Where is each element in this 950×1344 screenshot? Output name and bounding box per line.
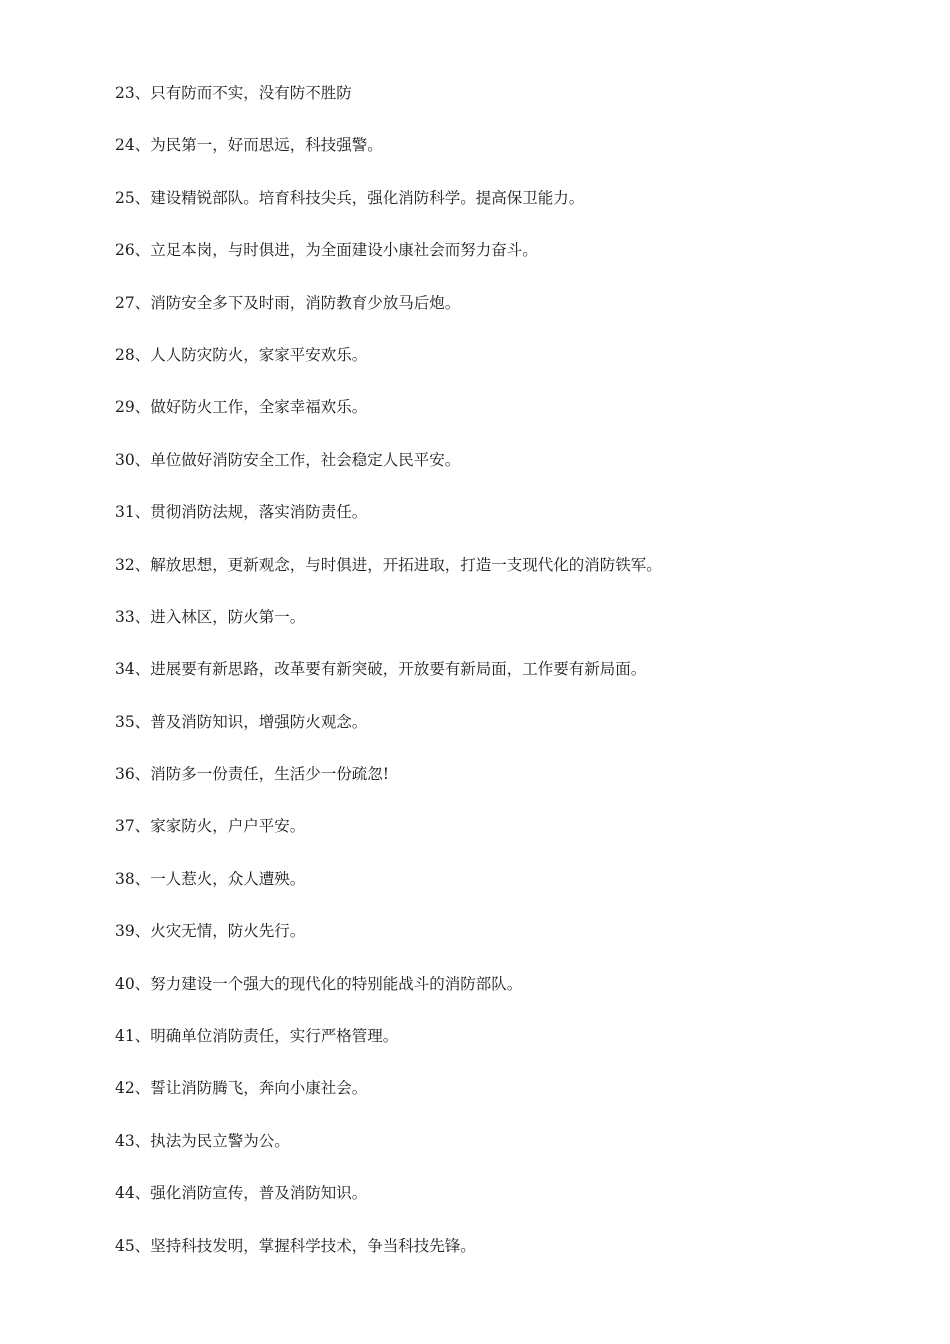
list-item: 44、强化消防宣传，普及消防知识。 xyxy=(115,1184,368,1203)
list-item: 38、一人惹火，众人遭殃。 xyxy=(115,869,306,888)
list-item: 39、火灾无情，防火先行。 xyxy=(115,922,306,941)
list-item: 36、消防多一份责任，生活少一份疏忽! xyxy=(115,765,389,784)
list-item: 45、坚持科技发明，掌握科学技术，争当科技先锋。 xyxy=(115,1236,476,1255)
list-item: 29、做好防火工作，全家幸福欢乐。 xyxy=(115,398,368,417)
list-item: 33、进入林区，防火第一。 xyxy=(115,607,306,626)
list-item: 43、执法为民立警为公。 xyxy=(115,1131,290,1150)
slogan-list xyxy=(115,80,662,1285)
list-item: 23、只有防而不实，没有防不胜防 xyxy=(115,84,352,102)
list-item: 42、誓让消防腾飞，奔向小康社会。 xyxy=(115,1079,368,1098)
list-item: 37、家家防火，户户平安。 xyxy=(115,817,306,836)
list-item: 24、为民第一，好而思远，科技强警。 xyxy=(115,136,383,155)
list-item: 26、立足本岗，与时俱进，为全面建设小康社会而努力奋斗。 xyxy=(115,241,538,260)
list-item: 31、贯彻消防法规，落实消防责任。 xyxy=(115,503,368,522)
list-item: 27、消防安全多下及时雨，消防教育少放马后炮。 xyxy=(115,293,461,312)
list-item: 41、明确单位消防责任，实行严格管理。 xyxy=(115,1027,399,1046)
list-item: 32、解放思想，更新观念，与时俱进，开拓进取，打造一支现代化的消防铁军。 xyxy=(115,555,662,574)
list-item: 40、努力建设一个强大的现代化的特别能战斗的消防部队。 xyxy=(115,974,523,993)
list-item: 30、单位做好消防安全工作，社会稳定人民平安。 xyxy=(115,450,461,469)
list-item: 35、普及消防知识，增强防火观念。 xyxy=(115,712,368,731)
list-item: 25、建设精锐部队。培育科技尖兵，强化消防科学。提高保卫能力。 xyxy=(115,188,585,207)
list-item: 28、人人防灾防火，家家平安欢乐。 xyxy=(115,345,368,364)
list-item: 34、进展要有新思路，改革要有新突破，开放要有新局面，工作要有新局面。 xyxy=(115,660,647,679)
